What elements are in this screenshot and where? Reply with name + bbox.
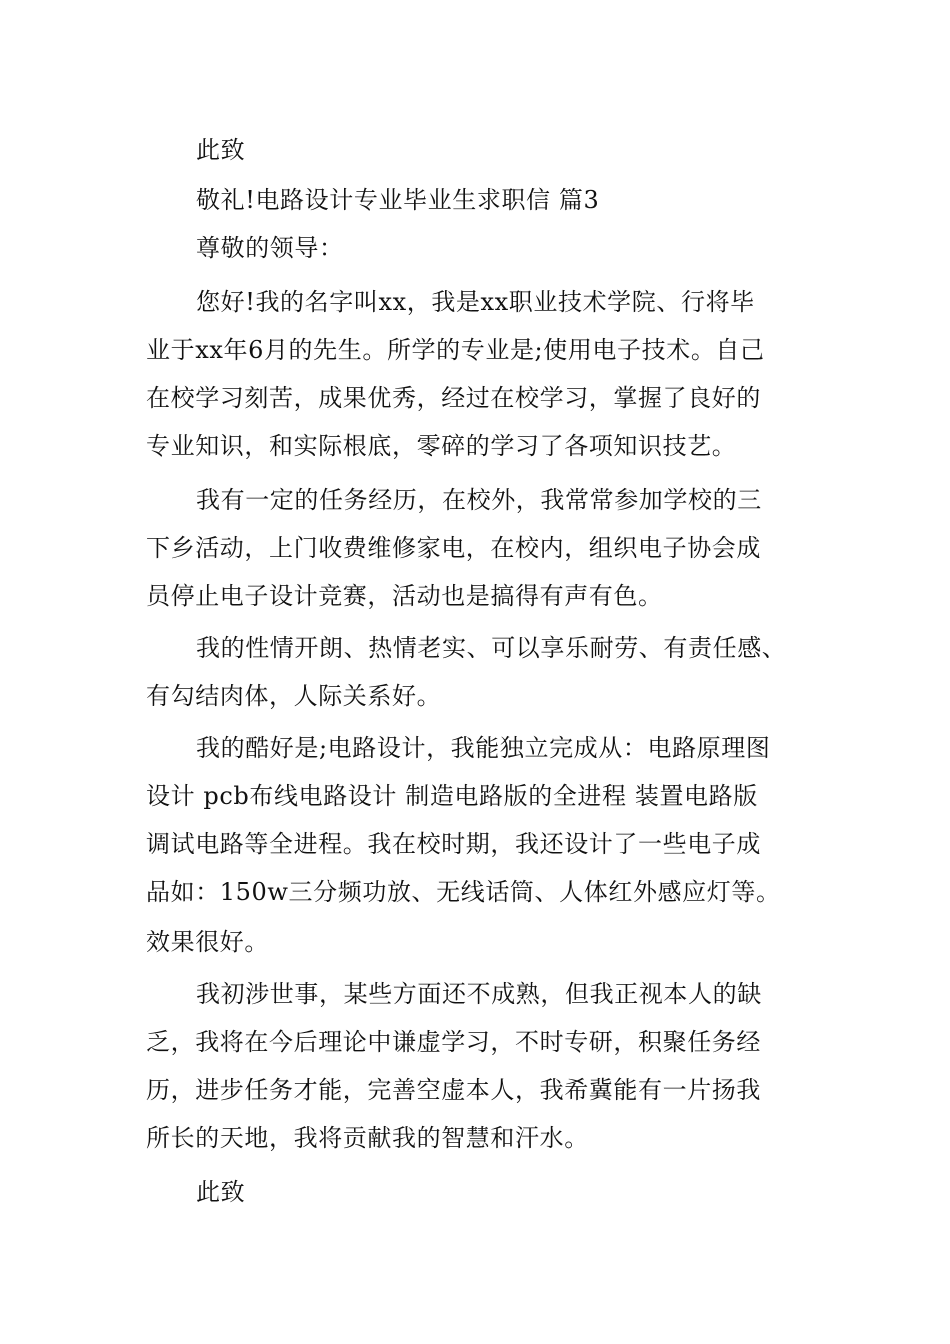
closing-line: 此致 <box>196 136 246 164</box>
salutation-line: 尊敬的领导： <box>196 234 344 262</box>
paragraph-line: 下乡活动，上门收费维修家电，在校内，组织电子协会成 <box>146 534 761 562</box>
paragraph-line: 您好!我的名字叫xx，我是xx职业技术学院、行将毕 <box>196 288 755 316</box>
paragraph-line: 设计 pcb布线电路设计 制造电路版的全进程 装置电路版 <box>146 782 758 810</box>
section-heading: 敬礼!电路设计专业毕业生求职信 篇3 <box>196 186 600 214</box>
paragraph-line: 我初涉世事，某些方面还不成熟，但我正视本人的缺 <box>196 980 762 1008</box>
paragraph-line: 有勾结肉体，人际关系好。 <box>146 682 442 710</box>
paragraph-line: 专业知识，和实际根底，零碎的学习了各项知识技艺。 <box>146 432 737 460</box>
paragraph-line: 员停止电子设计竞赛，活动也是搞得有声有色。 <box>146 582 663 610</box>
paragraph-line: 我有一定的任务经历，在校外，我常常参加学校的三 <box>196 486 762 514</box>
paragraph-line: 历，进步任务才能，完善空虚本人，我希冀能有一片扬我 <box>146 1076 761 1104</box>
paragraph-line: 品如：150w三分频功放、无线话筒、人体红外感应灯等。 <box>146 878 781 906</box>
paragraph-line: 我的性情开朗、热情老实、可以享乐耐劳、有责任感、 <box>196 634 787 662</box>
paragraph-line: 效果很好。 <box>146 928 269 956</box>
paragraph-line: 我的酷好是;电路设计，我能独立完成从：电路原理图 <box>196 734 771 762</box>
paragraph-line: 所长的天地，我将贡献我的智慧和汗水。 <box>146 1124 589 1152</box>
paragraph-line: 调试电路等全进程。我在校时期，我还设计了一些电子成 <box>146 830 761 858</box>
closing-line: 此致 <box>196 1178 246 1206</box>
paragraph-line: 在校学习刻苦，成果优秀，经过在校学习，掌握了良好的 <box>146 384 761 412</box>
paragraph-line: 乏，我将在今后理论中谦虚学习，不时专研，积聚任务经 <box>146 1028 761 1056</box>
paragraph-line: 业于xx年6月的先生。所学的专业是;使用电子技术。自己 <box>146 336 765 364</box>
